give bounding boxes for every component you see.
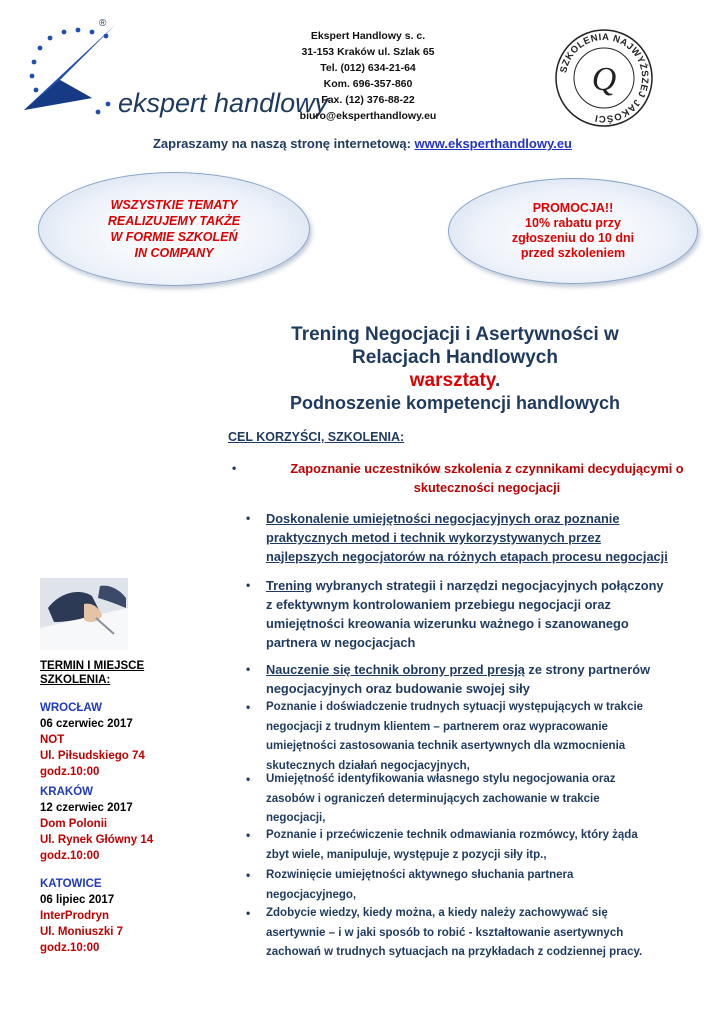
- bullet-text: ze strony partnerów: [524, 662, 651, 677]
- venue: InterProdryn: [40, 910, 110, 922]
- in-company-line: REALIZUJEMY TAKŻE: [107, 214, 241, 228]
- schedule-heading: [40, 659, 144, 687]
- bullet-text: negocjacji z trudnym klientem – partnerem oraz wypracowanie: [266, 720, 608, 733]
- bullet-text: wybranych strategii i narzędzi negocjacyjnych połączony: [312, 578, 664, 593]
- seal-text: SZKOLENIA NAJWYŻSZEJ JAKOŚCI: [558, 31, 651, 125]
- phone: Tel. (012) 634-21-64: [320, 62, 416, 74]
- city-name: KATOWICE: [40, 878, 102, 890]
- logo-arrow-icon: [20, 18, 130, 118]
- bullet-icon: •: [246, 906, 251, 920]
- bullet-text: Rozwinięcie umiejętności aktywnego słuchania partnera: [266, 869, 574, 881]
- bullet-icon: •: [246, 511, 251, 525]
- bullet-icon: •: [246, 868, 251, 882]
- bullet-text: zachowań w trudnych sytuacjach na przykładach z codziennej pracy.: [266, 946, 643, 958]
- promo-line: zgłoszeniu do 10 dni: [511, 231, 635, 245]
- bullet-text: Doskonalenie umiejętności negocjacyjnych oraz poznanie: [266, 511, 620, 526]
- bullet-text: asertywnie – i w jaki sposób to robić - kształtowanie asertywnych: [266, 926, 624, 939]
- time: godz.10:00: [40, 942, 100, 954]
- in-company-line: W FORMIE SZKOLEŃ: [110, 230, 238, 244]
- city-name: KRAKÓW: [40, 786, 94, 798]
- in-company-line: IN COMPANY: [134, 246, 214, 260]
- promo-line: przed szkoleniem: [520, 246, 626, 260]
- company-logo: [20, 18, 329, 128]
- email-link[interactable]: biuro@eksperthandlowy.eu: [299, 110, 437, 122]
- promo-line: PROMOCJA!!: [532, 201, 614, 215]
- bullet-emphasis: Trening: [266, 578, 313, 593]
- company-name: Ekspert Handlowy s. c.: [310, 30, 426, 42]
- city-name: WROCŁAW: [40, 702, 102, 714]
- training-title: [240, 323, 670, 369]
- in-company-line: WSZYSTKIE TEMATY: [110, 198, 238, 212]
- workshop-dot: .: [494, 370, 501, 391]
- quality-seal-icon: [554, 28, 654, 128]
- bullet-icon: •: [246, 662, 251, 676]
- bullet-text: Poznanie i doświadczenie trudnych sytuacji występujących w trakcie: [266, 701, 644, 713]
- bullet-icon: •: [246, 828, 251, 842]
- event-date: 12 czerwiec 2017: [40, 802, 133, 814]
- bullet-text: umiejętności zastosowania technik asertywnych dla wzmocnienia: [266, 740, 626, 752]
- bullet-text: Poznanie i przećwiczenie technik odmawiania rozmówcy, który żąda: [266, 829, 638, 841]
- venue: Dom Polonii: [40, 818, 108, 830]
- in-company-badge: [38, 172, 310, 286]
- bullet-text: zasobów i ograniczeń determinujących zachowanie w trakcie: [266, 792, 600, 805]
- bullet-text: najlepszych negocjatorów na różnych etapach procesu negocjacji: [266, 549, 668, 564]
- website-prefix: Zapraszamy na naszą stronę internetową:: [152, 136, 415, 151]
- schedule-heading-line: TERMIN I MIEJSCE: [40, 660, 145, 672]
- bullet-icon: •: [246, 772, 251, 786]
- promotion-badge: [448, 178, 698, 284]
- venue: NOT: [40, 734, 65, 746]
- bullet-text: umiejętności kreowania wizerunku ważnego i szanowanego: [266, 616, 629, 631]
- bullet-text: negocjacyjnych oraz budowanie swojej siły: [266, 681, 530, 696]
- bullet-text: skutecznych działań negocjacyjnych,: [266, 759, 470, 772]
- time: godz.10:00: [40, 766, 100, 778]
- street: Ul. Moniuszki 7: [40, 926, 124, 938]
- bullet-text: skuteczności negocjacji: [413, 480, 561, 495]
- bullet-emphasis: Nauczenie się technik obrony przed presją: [266, 662, 525, 677]
- street: Ul. Rynek Główny 14: [40, 834, 154, 846]
- fax: Fax. (12) 376-88-22: [321, 94, 415, 106]
- logo-text: ekspert handlowy: [118, 88, 329, 118]
- section-heading: CEL KORZYŚCI, SZKOLENIA:: [228, 430, 405, 444]
- bullet-text: negocjacji,: [266, 812, 326, 824]
- title-line: Trening Negocjacji i Asertywności w: [291, 324, 619, 345]
- handshake-photo: [40, 578, 128, 650]
- website-link[interactable]: www.eksperthandlowy.eu: [414, 136, 572, 151]
- bullet-icon: •: [246, 700, 251, 714]
- schedule-heading-line: SZKOLENIA:: [40, 674, 111, 686]
- quality-seal: [554, 28, 654, 128]
- schedule-entry: [40, 876, 123, 956]
- event-date: 06 lipiec 2017: [40, 894, 115, 906]
- schedule-entry: [40, 784, 153, 864]
- street: Ul. Piłsudskiego 74: [40, 750, 145, 762]
- website-invitation: [0, 136, 725, 151]
- training-subtitle: Podnoszenie kompetencji handlowych: [289, 393, 621, 413]
- bullet-text: praktycznych metod i technik wykorzystywanych przez: [266, 530, 601, 545]
- bullet-text: Zdobycie wiedzy, kiedy można, a kiedy należy zachowywać się: [266, 907, 608, 919]
- mobile: Kom. 696-357-860: [323, 78, 413, 90]
- event-date: 06 czerwiec 2017: [40, 718, 133, 730]
- address: 31-153 Kraków ul. Szlak 65: [301, 46, 435, 58]
- schedule-entry: [40, 700, 145, 780]
- bullet-text: zbyt wiele, manipuluje, występuje z pozycji siły itp.,: [266, 848, 547, 861]
- seal-letter: Q: [591, 61, 617, 98]
- writing-hand-icon: [40, 578, 128, 650]
- bullet-text: z efektywnym kontrolowaniem przebiegu negocjacji oraz: [266, 597, 611, 612]
- promo-line: 10% rabatu przy: [525, 216, 621, 230]
- time: godz.10:00: [40, 850, 100, 862]
- registered-mark: ®: [99, 18, 107, 29]
- bullet-text: Umiejętność identyfikowania własnego stylu negocjowania oraz: [266, 773, 616, 785]
- bullet-text: Zapoznanie uczestników szkolenia z czynnikami decydującymi o: [290, 461, 684, 476]
- workshop-label: [240, 370, 670, 392]
- bullet-icon: •: [246, 578, 251, 592]
- title-line: Relacjach Handlowych: [352, 347, 558, 368]
- bullet-text: negocjacyjnego,: [266, 888, 357, 901]
- workshop-word: warsztaty: [409, 370, 495, 391]
- bullet-icon: •: [232, 461, 237, 475]
- bullet-text: partnera w negocjacjach: [266, 635, 416, 650]
- contact-block: [288, 28, 448, 124]
